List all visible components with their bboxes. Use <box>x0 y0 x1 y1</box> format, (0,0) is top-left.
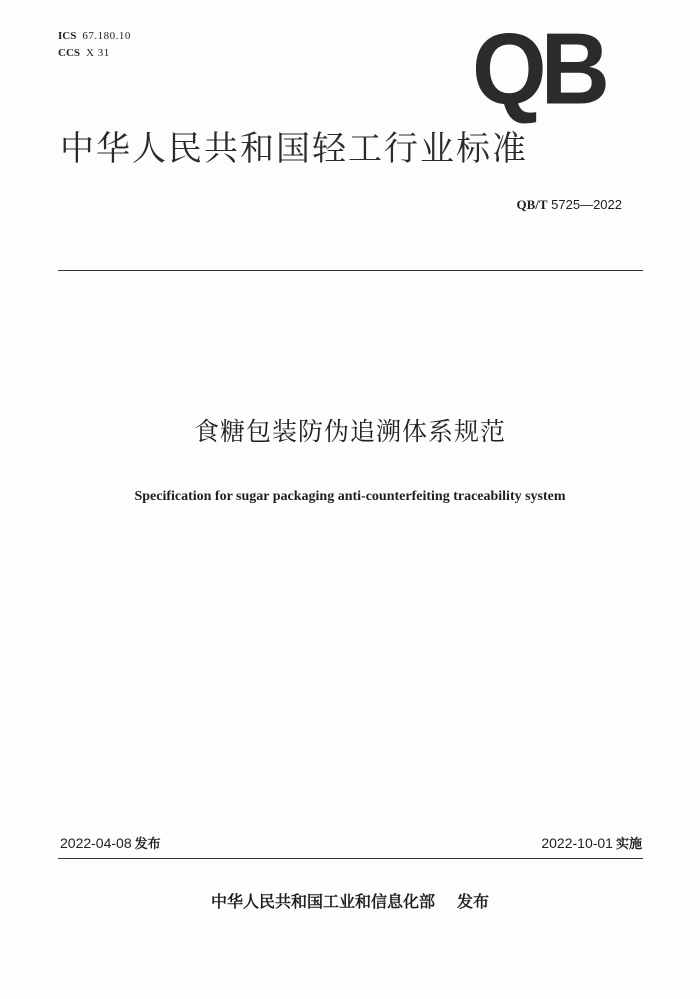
ics-code-row <box>58 28 131 45</box>
issuer-action: 发布 <box>457 892 490 911</box>
bottom-divider <box>58 858 643 859</box>
standard-code: 5725—2022 <box>551 197 622 212</box>
issue-label: 发布 <box>134 837 161 852</box>
ccs-code-row <box>58 45 131 62</box>
issuer-name: 中华人民共和国工业和信息化部 <box>210 892 435 911</box>
classification-codes <box>58 28 131 62</box>
ics-label: ICS <box>58 30 77 42</box>
issue-date-value: 2022-04-08 <box>60 835 132 851</box>
standard-prefix: QB/T <box>516 197 548 212</box>
ccs-label: CCS <box>58 47 81 59</box>
industry-standard-title: 中华人民共和国轻工行业标准 <box>60 129 528 169</box>
issuing-authority <box>0 890 700 914</box>
standard-number <box>516 196 622 214</box>
top-divider <box>58 270 643 271</box>
issue-date <box>60 833 161 855</box>
implementation-label: 实施 <box>615 837 642 852</box>
implementation-date <box>541 833 642 855</box>
implementation-date-value: 2022-10-01 <box>541 835 613 851</box>
ccs-value: X 31 <box>86 47 110 59</box>
ics-value: 67.180.10 <box>82 30 131 42</box>
qb-logo: QB <box>472 13 604 126</box>
document-title-english: Specification for sugar packaging anti-counterfeiting traceability system <box>134 489 566 504</box>
document-title-chinese: 食糖包装防伪追溯体系规范 <box>193 417 506 446</box>
